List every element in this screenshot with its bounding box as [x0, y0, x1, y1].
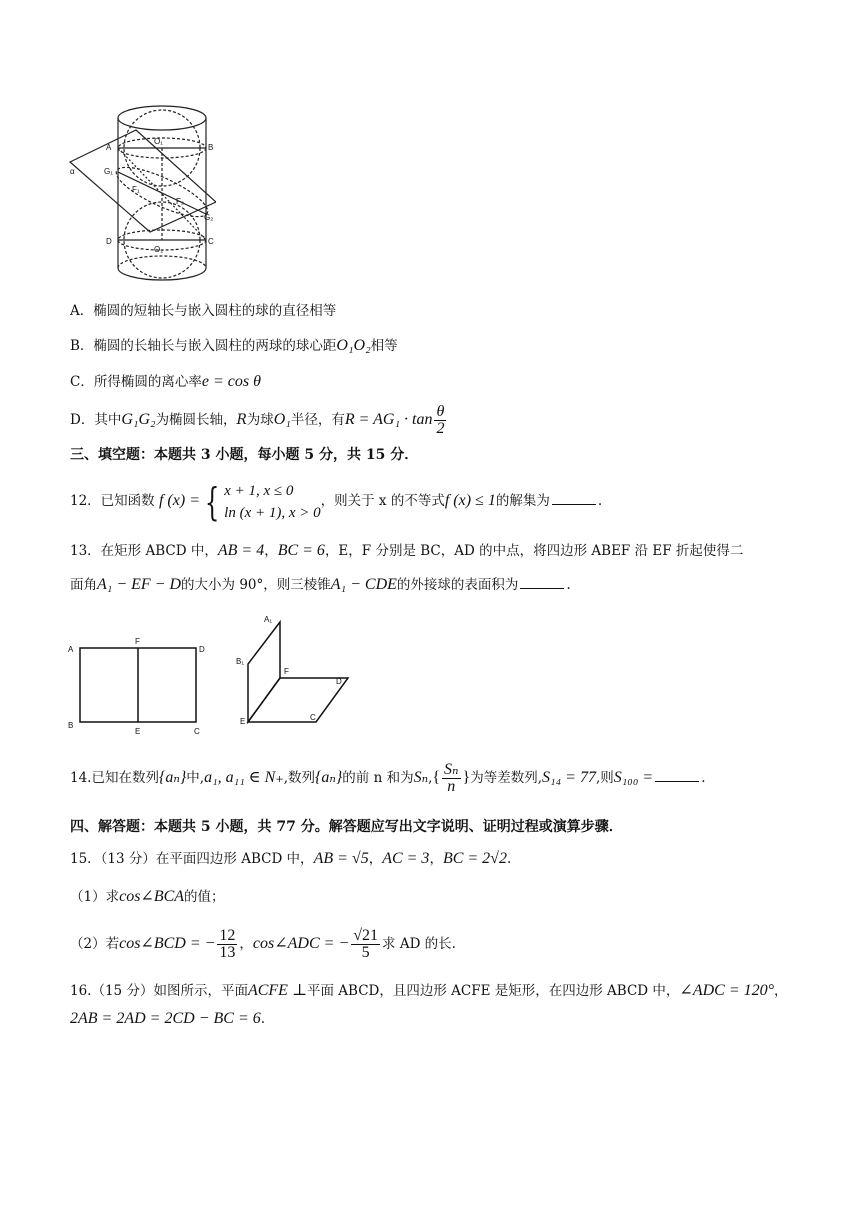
- option-b: B．椭圆的长轴长与嵌入圆柱的两球的球心距O₁O₂相等: [70, 337, 398, 354]
- question-12: 12．已知函数 f (x) = { x + 1, x ≤ 0 ln (x + 1), x > 0 ，则关于 x 的不等式f (x) ≤ 1的解集为 .: [70, 479, 603, 524]
- svg-text:A: A: [68, 645, 74, 654]
- svg-text:A₁: A₁: [264, 615, 273, 624]
- svg-text:B₁: B₁: [236, 657, 245, 666]
- svg-text:E: E: [240, 717, 246, 726]
- svg-text:E: E: [135, 727, 141, 736]
- svg-text:D: D: [199, 645, 205, 654]
- svg-text:O₂: O₂: [154, 245, 164, 254]
- question-14: 14.已知在数列{aₙ}中,a₁, a₁₁ ∈ N₊,数列{aₙ}的前 n 和为Sₙ,{ $\frac{\text{Sₙ}}{n}$ }为等差数列,S₁₄ = 77,则S₁₀₀ = .: [70, 761, 706, 795]
- svg-text:F: F: [135, 637, 140, 646]
- question-13-line2: 面角A₁ − EF − D的大小为 90°，则三棱锥A₁ − CDE的外接球的表面积为 .: [70, 576, 571, 593]
- svg-text:D: D: [106, 237, 112, 246]
- question-16-line2: 2AB = 2AD = 2CD − BC = 6.: [70, 1010, 266, 1027]
- cylinder-sphere-figure: [66, 100, 216, 290]
- question-16-line1: 16.（15 分）如图所示，平面ACFE ⊥平面 ABCD，且四边形 ACFE 是矩形，在四边形 ABCD 中，∠ADC = 120°，: [70, 982, 788, 999]
- svg-text:C: C: [208, 237, 214, 246]
- svg-text:B: B: [68, 721, 74, 730]
- folded-figure: [232, 612, 362, 736]
- svg-text:G₁: G₁: [104, 167, 113, 176]
- option-d: D．其中G₁G₂为椭圆长轴，R为球O₁半径，有R = AG₁ · tan $\frac{\theta}{2}$: [70, 403, 445, 437]
- svg-text:C: C: [194, 727, 200, 736]
- svg-text:B: B: [208, 143, 214, 152]
- svg-text:G₂: G₂: [204, 213, 214, 222]
- option-c: C．所得椭圆的离心率e = cos θ: [70, 373, 261, 390]
- svg-text:F: F: [284, 667, 289, 676]
- svg-text:F₁: F₁: [132, 185, 140, 194]
- option-a: A．椭圆的短轴长与嵌入圆柱的球的直径相等: [70, 303, 337, 319]
- question-15: 15．（13 分）在平面四边形 ABCD 中，AB = √5，AC = 3，BC = 2√2.: [70, 850, 512, 867]
- svg-text:F₂: F₂: [176, 197, 184, 206]
- question-13-line1: 13．在矩形 ABCD 中，AB = 4，BC = 6，E，F 分别是 BC，AD 的中点，将四边形 ABEF 沿 EF 折起使得二: [70, 542, 744, 559]
- section-3-heading: 三、填空题：本题共 3 小题，每小题 5 分，共 15 分．: [70, 447, 419, 463]
- svg-text:A: A: [106, 143, 112, 152]
- svg-text:D: D: [336, 677, 342, 686]
- svg-text:C: C: [310, 713, 316, 722]
- svg-text:α: α: [70, 167, 75, 176]
- svg-text:O₁: O₁: [154, 137, 163, 146]
- section-4-heading: 四、解答题：本题共 5 小题，共 77 分。解答题应写出文字说明、证明过程或演算步骤．: [70, 819, 623, 835]
- rectangle-figure: [66, 636, 216, 736]
- question-15-part2: （2）若cos∠BCD = − $\frac{12}{13}$ ，cos∠ADC = − $\frac{√21}{5}$ 求 AD 的长.: [70, 927, 456, 961]
- question-15-part1: （1）求cos∠BCA的值；: [70, 888, 225, 905]
